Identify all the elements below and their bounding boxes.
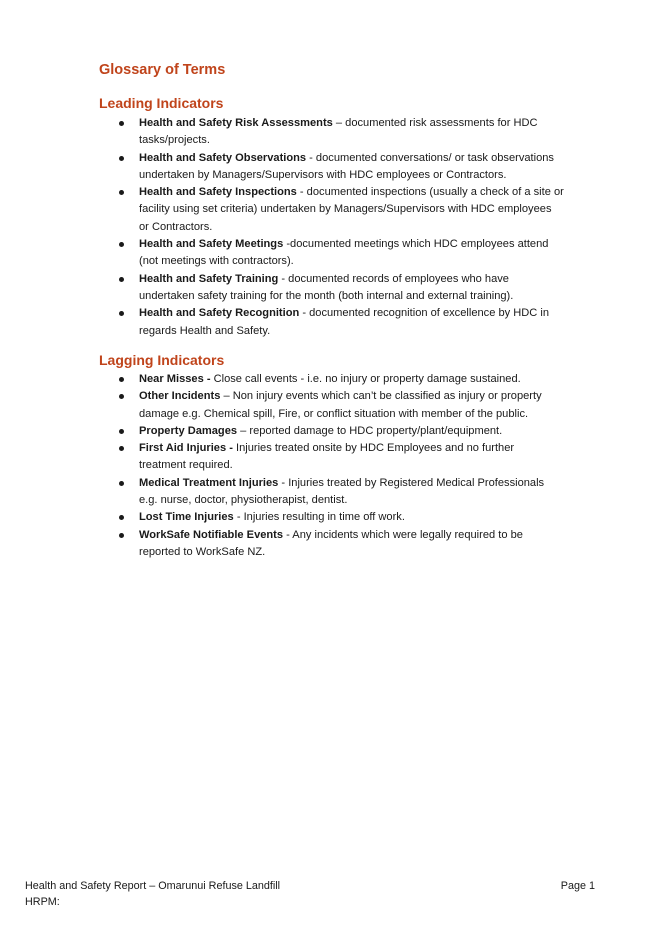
glossary-item-worksafe-notifiable-events xyxy=(139,527,564,562)
page-title: Glossary of Terms xyxy=(99,62,226,78)
term-name: Health and Safety Inspections xyxy=(139,186,297,199)
term-name: Medical Treatment Injuries xyxy=(139,476,279,489)
leading-indicators-list xyxy=(139,115,564,340)
footer-page-number: Page 1 xyxy=(560,880,595,892)
term-name: WorkSafe Notifiable Events xyxy=(139,528,284,541)
term-name: Health and Safety Observations xyxy=(139,151,307,164)
footer-report-title: Health and Safety Report – Omarunui Refuse Landfill xyxy=(25,880,281,892)
term-name: Health and Safety Recognition xyxy=(139,307,300,320)
term-description: – reported damage to HDC property/plant/equipment. xyxy=(237,424,503,437)
term-name: Near Misses - xyxy=(139,373,211,385)
term-description: - Injuries resulting in time off work. xyxy=(233,511,405,524)
page-footer xyxy=(25,878,595,910)
glossary-item-other-incidents xyxy=(139,388,564,423)
glossary-item-inspections xyxy=(139,184,564,236)
term-name: Health and Safety Risk Assessments xyxy=(139,117,333,129)
glossary-item-medical-treatment-injuries xyxy=(139,475,564,510)
glossary-item-property-damages xyxy=(139,423,564,440)
term-description: - Injuries treated by Registered Medical Professionals e.g. nurse, doctor, physiotherapist, dentist. xyxy=(139,476,545,507)
lagging-indicators-list xyxy=(139,371,564,561)
glossary-item-observations xyxy=(139,150,564,185)
term-description: – documented risk assessments for HDC tasks/projects. xyxy=(139,117,538,147)
term-name: Lost Time Injuries xyxy=(139,511,234,524)
footer-row xyxy=(25,878,595,894)
term-name: First Aid Injuries - xyxy=(139,442,233,455)
term-description: - Any incidents which were legally required to be reported to WorkSafe NZ. xyxy=(139,528,523,558)
term-description: Close call events - i.e. no injury or property damage sustained. xyxy=(210,373,521,385)
glossary-item-first-aid-injuries xyxy=(139,440,564,475)
term-name: Other Incidents xyxy=(139,390,221,403)
term-description: -documented meetings which HDC employees attend (not meetings with contractors). xyxy=(139,238,549,268)
term-description: – Non injury events which can’t be classified as injury or property damage e.g. Chemical spill, Fire, or conflict situation with member of the public. xyxy=(139,390,542,420)
term-description: - documented conversations/ or task observations undertaken by Managers/Supervisors with HDC employees or Contractors. xyxy=(139,151,554,181)
lagging-indicators-heading: Lagging Indicators xyxy=(99,352,225,368)
glossary-item-lost-time-injuries xyxy=(139,509,564,526)
glossary-item-meetings xyxy=(139,236,564,271)
term-description: Injuries treated onsite by HDC Employees and no further treatment required. xyxy=(139,442,515,472)
term-description: - documented recognition of excellence by HDC in regards Health and Safety. xyxy=(139,307,550,337)
term-description: - documented inspections (usually a check of a site or facility using set criteria) undertaken by Managers/Supervisors with HDC employees or Contractors. xyxy=(139,186,564,233)
glossary-item-near-misses xyxy=(139,371,564,388)
term-description: - documented records of employees who have undertaken safety training for the month (both internal and external training). xyxy=(139,272,514,302)
term-name: Property Damages xyxy=(139,424,238,437)
glossary-item-recognition xyxy=(139,305,564,340)
term-name: Health and Safety Training xyxy=(139,272,279,285)
footer-hrpm-label: HRPM: xyxy=(25,896,60,908)
term-name: Health and Safety Meetings xyxy=(139,238,284,251)
leading-indicators-heading: Leading Indicators xyxy=(99,95,224,111)
glossary-item-risk-assessments xyxy=(139,115,564,150)
glossary-item-training xyxy=(139,271,564,306)
